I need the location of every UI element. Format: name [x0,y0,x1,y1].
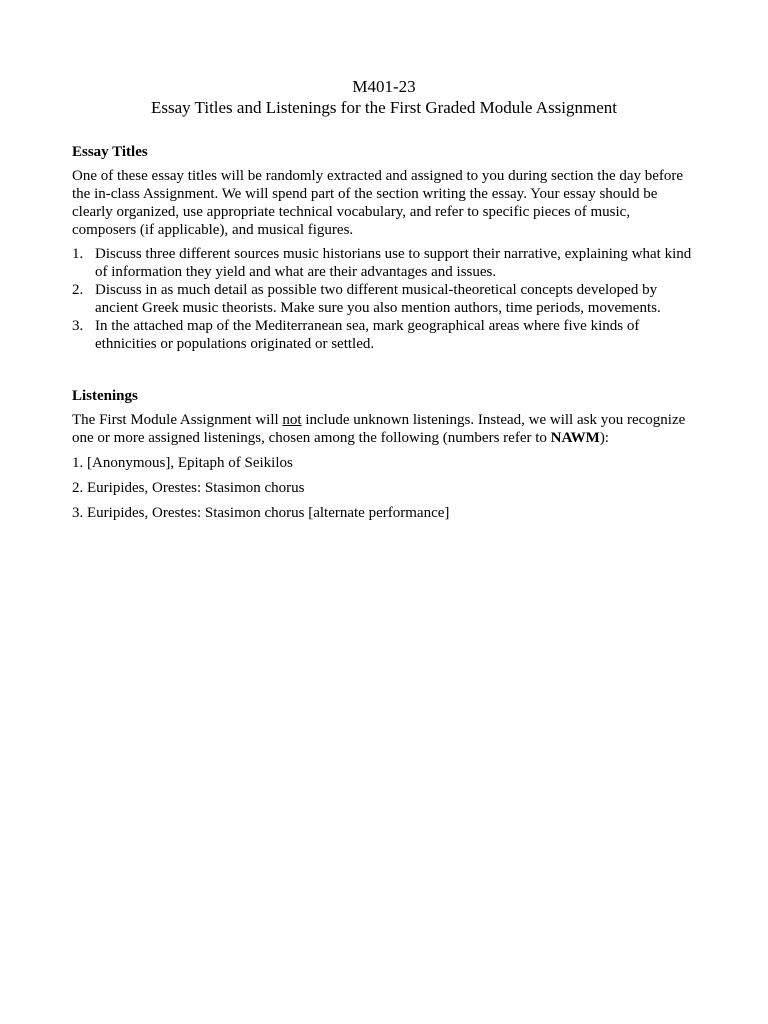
essay-title-number: 3. [72,318,84,334]
essay-title-item [72,281,696,317]
listenings-intro-part3: ): [599,430,609,446]
listenings-intro-part1: The First Module Assignment will [72,412,283,428]
course-code: M401-23 [352,77,416,96]
document-title: Essay Titles and Listenings for the First Graded Module Assignment [150,98,618,117]
listenings-heading: Listenings [72,388,138,404]
essay-title-text: Discuss three different sources music historians use to support their narrative, explaining what kind of information they yield and what are their advantages and issues. [95,246,692,280]
document-header [72,76,696,118]
essay-title-number: 1. [72,246,84,262]
document-page [72,76,696,522]
essay-titles-heading: Essay Titles [72,144,148,160]
nawm-reference: NAWM [550,430,600,446]
essay-title-text: In the attached map of the Mediterranean sea, mark geographical areas where five kinds of ethnicities or populations originated or settled. [95,318,640,352]
essay-title-text: Discuss in as much detail as possible two different musical-theoretical concepts developed by ancient Greek music theorists. Make sure you also mention authors, time periods, movements. [95,282,661,316]
essay-title-item [72,245,696,281]
essay-titles-intro: One of these essay titles will be randomly extracted and assigned to you during section the day before the in-class Assignment. We will spend part of the section writing the essay. Your essay should be clearly organized, use appropriate technical vocabulary, and refer to specific pieces of music, composers (if applicable), and musical figures. [72,168,684,238]
listenings-intro [72,411,696,447]
essay-titles-list [72,245,696,353]
listening-item: 2. Euripides, Orestes: Stasimon chorus [72,480,305,496]
listenings-intro-part2: include unknown listenings. Instead, we will ask you recognize one or more assigned listenings, chosen among the following (numbers refer to [72,412,686,446]
listenings-intro-emphasis: not [282,412,302,428]
listening-item: 3. Euripides, Orestes: Stasimon chorus [alternate performance] [72,505,450,521]
listening-item: 1. [Anonymous], Epitaph of Seikilos [72,455,293,471]
essay-title-number: 2. [72,282,84,298]
essay-title-item [72,317,696,353]
